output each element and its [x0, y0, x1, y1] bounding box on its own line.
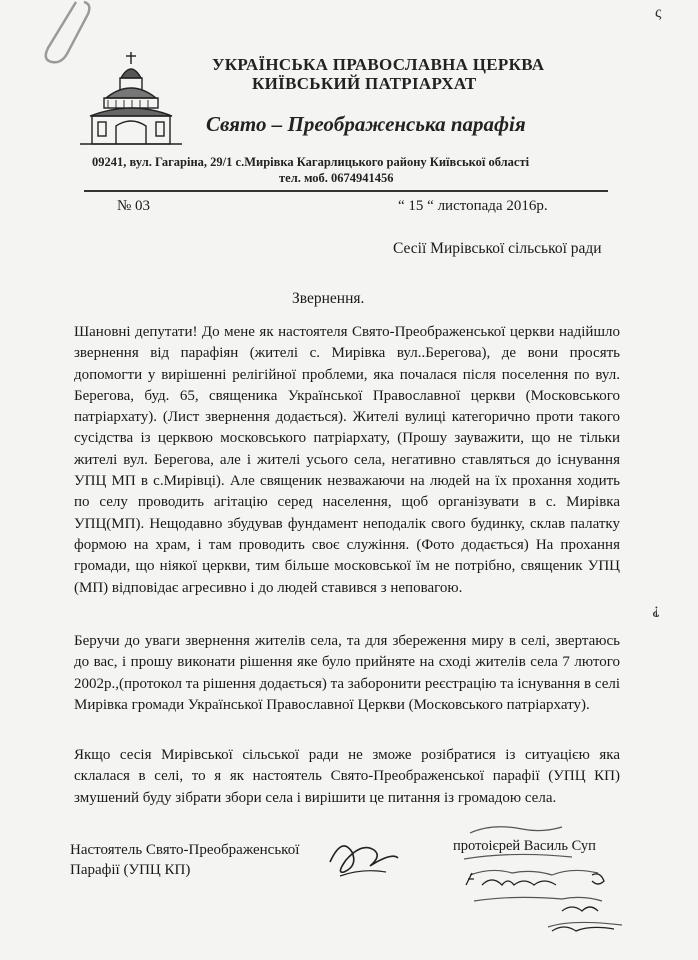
signatory-position-line2: Парафії (УПЦ КП) — [70, 862, 191, 878]
address-line: 09241, вул. Гагаріна, 29/1 с.Мирівка Кагарлицького району Київської області — [92, 155, 530, 169]
letterhead-divider — [84, 190, 608, 192]
document-date: “ 15 “ листопада 2016р. — [398, 198, 548, 214]
body-paragraph-3: Якщо сесія Мирівської сільської ради не зможе розібратися із ситуацією яка склалася в селі, то я як настоятель Свято-Преображенської парафії (УПЦ КП) змушений буду зібрати збори села і вирішити це питання із громадою села. — [74, 747, 620, 806]
org-name-line2: КИЇВСЬКИЙ ПАТРІАРХАТ — [252, 74, 477, 93]
church-icon — [76, 50, 186, 160]
margin-mark-side: ⸘ — [652, 603, 660, 618]
signatory-position-line1: Настоятель Свято-Преображенської — [70, 842, 300, 858]
signatory-position — [70, 840, 299, 880]
phone-line: тел. моб. 0674941456 — [279, 171, 394, 185]
document-number: № 03 — [117, 198, 151, 214]
margin-mark: ς — [655, 4, 662, 21]
registration-stamp — [452, 815, 632, 935]
org-name-line1: УКРАЇНСЬКА ПРАВОСЛАВНА ЦЕРКВА — [212, 55, 545, 74]
recipient: Сесії Мирівської сільської ради — [393, 240, 602, 257]
document-title: Звернення. — [292, 290, 365, 307]
handwritten-signature — [322, 822, 402, 892]
parish-name: Свято – Преображенська парафія — [206, 112, 526, 136]
signatory-name: протоієрей Василь Суп — [453, 838, 596, 854]
body-paragraph-1: Шановні депутати! До мене як настоятеля Свято-Преображенської церкви надійшло звернення від парафіян (жителі с. Мирівка вул..Берегова), де вони просять допомогти у вирішенні релігійної проблеми, яка почалася після поселення по вул. Берегова, буд. 65, священика Української Православної церкви (Московського патріархату). (Лист звернення додається). Жителі вулиці категорично проти такого сусідства із церквою московського патріархату, (Прошу зауважити, що не тільки жителі вул. Берегова, але і жителі усього села, негативно ставляться до існування УПЦ МП в с.Мирівці). Але священик незважаючи на людей на їх прохання ходить по селу проводить агітацію серед населення, щоб організувати в с. Мирівка УПЦ(МП). Нещодавно збудував фундамент неподалік свого будинку, склав палатку формою на храм, і там проводить своє служіння. (Фото додається) На прохання громади, що ніякої церкви, тим більше московської їм не потрібно, священик УПЦ (МП) відповідає агресивно і до людей ставився з неповагою. — [74, 324, 620, 596]
body-paragraph-2: Беручи до уваги звернення жителів села, та для збереження миру в селі, звертаюсь до вас, і прошу виконати рішення яке було прийняте на сході жителів села 7 лютого 2002р.,(протокол та рішення додається) та заборонити реєстрацію та існування в селі Мирівка громади Української Православної Церкви (Московського патріархату). — [74, 633, 620, 713]
